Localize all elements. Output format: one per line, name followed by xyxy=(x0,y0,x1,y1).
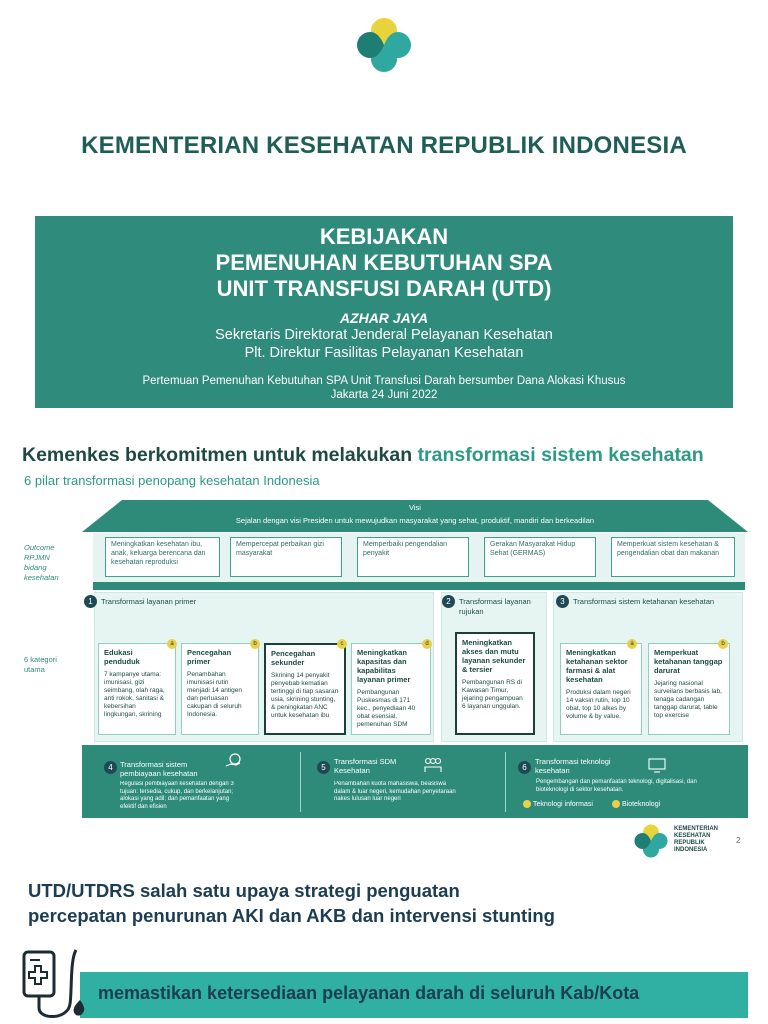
card-title: Meningkatkan ketahanan sektor farmasi & alat kesehatan xyxy=(566,648,628,684)
heading-line-2: percepatan penurunan AKI dan AKB dan intervensi stunting xyxy=(28,905,555,926)
card-title: Pencegahan sekunder xyxy=(271,649,316,667)
monitor-icon xyxy=(647,757,667,773)
highlight-band-text: memastikan ketersediaan pelayanan darah di seluruh Kab/Kota xyxy=(98,983,640,1003)
tech-label: Bioteknologi xyxy=(622,800,661,808)
card-edukasi-penduduk xyxy=(98,643,176,735)
band-title-6: Transformasi teknologi kesehatan xyxy=(535,757,611,775)
card-kapasitas-layanan-primer xyxy=(351,643,431,735)
tech-item-informasi xyxy=(523,800,593,808)
band-number-4: 4 xyxy=(104,761,117,774)
card-badge-d: d xyxy=(422,639,432,649)
pillar-number-3: 3 xyxy=(556,595,569,608)
pillar-beam xyxy=(93,582,745,590)
band-divider xyxy=(300,752,301,812)
slide2-heading xyxy=(22,444,704,467)
band-text-6: Pengembangan dan pemanfaatan teknologi, digitalisasi, dan bioteknologi di sektor kesehatan. xyxy=(536,779,697,793)
tech-item-bioteknologi xyxy=(612,800,660,808)
card-title: Meningkatkan akses dan mutu layanan sekunder & tersier xyxy=(462,638,526,674)
title-box xyxy=(35,216,733,408)
tech-label: Teknologi informasi xyxy=(533,800,593,808)
pillar-title-3: Transformasi sistem ketahanan kesehatan xyxy=(573,597,715,606)
kemenkes-logo-icon xyxy=(353,14,415,76)
card-text: 7 kampanye utama: imunisasi, gizi seimbang, olah raga, anti rokok, sanitasi & kebersihan lingkungan, skrining xyxy=(104,671,165,718)
vision-title: Visi xyxy=(409,503,421,512)
presenter-name: AZHAR JAYA xyxy=(339,310,429,326)
card-text: Skrining 14 penyakit penyebab kematian tertinggi di tiap sasaran usia, skrining stunting, & peningkatan ANC untuk kesehatan ibu xyxy=(271,672,339,719)
title-line-2: PEMENUHAN KEBUTUHAN SPA xyxy=(215,250,553,275)
meeting-title: Pertemuan Pemenuhan Kebutuhan SPA Unit Transfusi Darah bersumber Dana Alokasi Khusus xyxy=(142,375,626,387)
outcome-box-5: Memperkuat sistem kesehatan & pengendalian obat dan makanan xyxy=(611,537,735,577)
heading-highlight: transformasi sistem kesehatan xyxy=(417,444,704,466)
presenter-role-2: Plt. Direktur Fasilitas Pelayanan Kesehatan xyxy=(244,345,524,361)
outcome-box-3: Memperbaiki pengendalian penyakit xyxy=(357,537,469,577)
outcome-label: Outcome RPJMN bidang kesehatan xyxy=(24,543,59,582)
card-badge-b: b xyxy=(250,639,260,649)
band-title-4: Transformasi sistem pembiayaan kesehatan xyxy=(120,760,198,778)
slide2-subtitle: 6 pilar transformasi penopang kesehatan Indonesia xyxy=(24,473,320,488)
presenter-role-1: Sekretaris Direktorat Jenderal Pelayanan Kesehatan xyxy=(215,327,553,343)
org-line: KESEHATAN xyxy=(674,833,711,839)
small-org-name xyxy=(674,826,718,854)
band-text-5: Penambahan kuota mahasiswa, beasiswa dalam & luar negeri, kemudahan penyetaraan nakes lulusan luar negeri xyxy=(334,781,456,802)
card-tanggap-darurat xyxy=(648,643,730,735)
card-badge-b: b xyxy=(718,639,728,649)
card-badge-a: a xyxy=(627,639,637,649)
title-line-3: UNIT TRANSFUSI DARAH (UTD) xyxy=(216,276,552,301)
org-line: REPUBLIK xyxy=(674,840,705,846)
card-text: Jejaring nasional surveilans berbasis lab, tenaga cadangan tanggap darurat, table top exercise xyxy=(654,680,722,719)
ministry-title: KEMENTERIAN KESEHATAN REPUBLIK INDONESIA xyxy=(81,132,687,159)
card-ketahanan-farmasi xyxy=(560,643,642,735)
people-icon xyxy=(423,756,443,774)
card-akses-mutu-layanan xyxy=(455,632,535,735)
outcome-box-4: Gerakan Masyarakat Hidup Sehat (GERMAS) xyxy=(484,537,596,577)
meeting-date: Jakarta 24 Juni 2022 xyxy=(330,389,438,401)
card-badge-a: a xyxy=(167,639,177,649)
band-title-5: Transformasi SDM Kesehatan xyxy=(334,757,397,775)
heading-line-1: UTD/UTDRS salah satu upaya strategi penguatan xyxy=(28,880,460,901)
pillar-number-1: 1 xyxy=(84,595,97,608)
tech-badge xyxy=(523,800,531,808)
outcome-box-1: Meningkatkan kesehatan ibu, anak, keluarga berencana dan kesehatan reproduksi xyxy=(105,537,220,577)
card-title: Pencegahan primer xyxy=(187,648,232,666)
slide3-heading xyxy=(28,878,748,928)
card-pencegahan-primer xyxy=(181,643,259,735)
pillar-title-1: Transformasi layanan primer xyxy=(101,597,197,606)
card-text: Pembangunan RS di Kawasan Timur, jejaring pengampuan 6 layanan unggulan. xyxy=(462,679,523,710)
tech-badge xyxy=(612,800,620,808)
band-divider xyxy=(505,752,506,812)
org-line: INDONESIA xyxy=(674,847,708,853)
heading-prefix: Kemenkes berkomitmen untuk melakukan xyxy=(22,444,413,466)
card-badge-c: c xyxy=(337,639,347,649)
money-icon xyxy=(224,752,242,770)
card-text: Penambahan imunisasi rutin menjadi 14 antigen dan perluasan cakupan di seluruh Indonesia. xyxy=(187,671,242,718)
vision-text: Sejalan dengan visi Presiden untuk mewujudkan masyarakat yang sehat, produktif, mandiri dan berkeadilan xyxy=(235,516,595,525)
card-title: Memperkuat ketahanan tanggap darurat xyxy=(654,648,723,675)
band-number-5: 5 xyxy=(317,761,330,774)
band-text-4: Regulasi pembiayaan kesehatan dengan 3 tujuan: tersedia, cukup, dan berkelanjutan; alokasi yang adil; dan pemanfaatan yang efektif dan efisien xyxy=(120,781,234,810)
card-text: Pembangunan Puskesmas di 171 kec., penyediaan 40 obat esensial, pemenuhan SDM xyxy=(357,689,416,728)
kategori-label: 6 kategori utama xyxy=(24,655,57,674)
card-text: Produksi dalam negeri 14 vaksin rutin, top 10 obat, top 10 alkes by volume & by value. xyxy=(566,689,631,720)
card-title: Meningkatkan kapasitas dan kapabilitas layanan primer xyxy=(357,648,411,684)
page-number: 2 xyxy=(736,836,741,845)
blood-bag-icon xyxy=(18,940,88,1024)
card-pencegahan-sekunder xyxy=(264,643,346,735)
pillar-number-2: 2 xyxy=(442,595,455,608)
band-number-6: 6 xyxy=(518,761,531,774)
org-line: KEMENTERIAN xyxy=(674,826,719,832)
title-line-1: KEBIJAKAN xyxy=(319,224,449,249)
outcome-box-2: Mempercepat perbaikan gizi masyarakat xyxy=(230,537,342,577)
kemenkes-logo-icon xyxy=(632,822,670,860)
card-title: Edukasi penduduk xyxy=(104,648,140,666)
pillar-title-2: Transformasi layanan rujukan xyxy=(459,597,531,616)
